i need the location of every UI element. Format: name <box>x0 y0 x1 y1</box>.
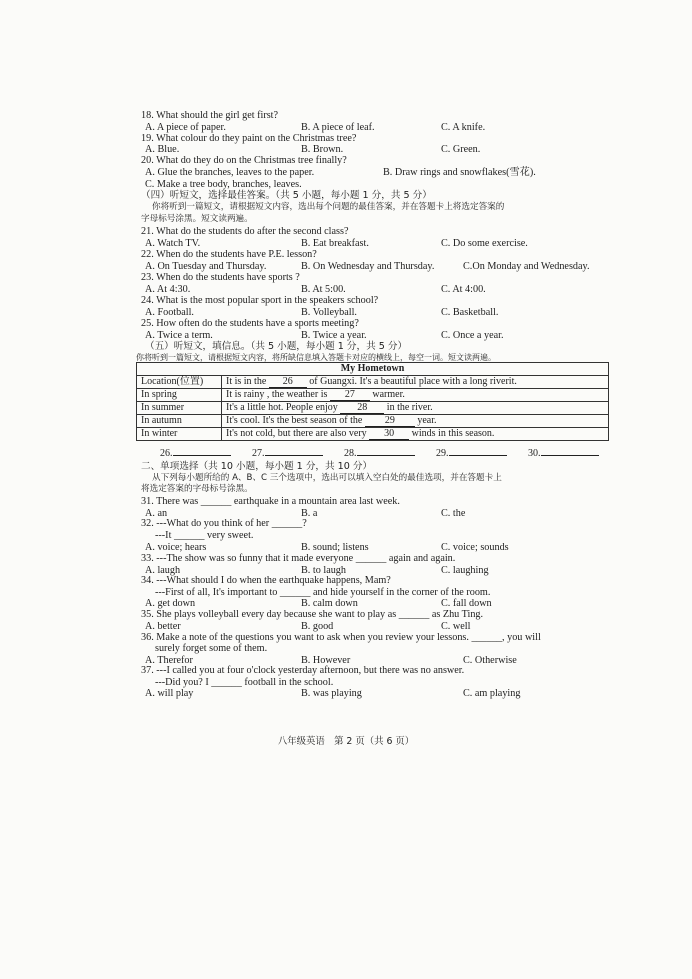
section-4-title: （四）听短文，选择最佳答案。（共 5 小题，每小题 1 分，共 5 分） <box>141 190 432 201</box>
part-2-instruction: 从下列每小题所给的 A、B、C 三个选项中，选出可以填入空白处的最佳选项，并在答题卡上 <box>152 473 502 483</box>
question-36-line-2: surely forget some of them. <box>155 643 268 654</box>
section-5-title: （五）听短文，填信息。（共 5 小题，每小题 1 分，共 5 分） <box>145 341 408 352</box>
row-label: In summer <box>137 401 222 414</box>
part-2-instruction-2: 将选定答案的字母标号涂黑。 <box>141 484 253 494</box>
q36-option-c: C. Otherwise <box>463 655 517 666</box>
q33-option-b: B. to laugh <box>301 565 346 576</box>
q37-option-c: C. am playing <box>463 688 521 699</box>
q23-option-a: A. At 4:30. <box>145 284 191 295</box>
table-heading: My Hometown <box>137 363 609 376</box>
section-4-instruction-2: 字母标号涂黑。短文读两遍。 <box>141 214 253 224</box>
q18-option-a: A. A piece of paper. <box>145 122 226 133</box>
question-19: 19. What colour do they paint on the Christmas tree? <box>141 133 357 144</box>
table-row <box>137 414 609 427</box>
answer-blank-26 <box>160 448 231 459</box>
blank-30: 30 <box>369 428 409 440</box>
q24-option-c: C. Basketball. <box>441 307 499 318</box>
table-row <box>137 388 609 401</box>
q31-option-a: A. an <box>145 508 168 519</box>
q21-option-a: A. Watch TV. <box>145 238 201 249</box>
q20-option-c: C. Make a tree body, branches, leaves. <box>145 179 302 190</box>
question-20: 20. What do they do on the Christmas tree finally? <box>141 155 347 166</box>
q23-option-b: B. At 5:00. <box>301 284 346 295</box>
question-24: 24. What is the most popular sport in the speakers school? <box>141 295 379 306</box>
q35-option-c: C. well <box>441 621 471 632</box>
q31-option-c: C. the <box>441 508 466 519</box>
q36-option-a: A. Therefor <box>145 655 193 666</box>
q21-option-c: C. Do some exercise. <box>441 238 528 249</box>
answer-blank-29 <box>436 448 507 459</box>
q32-option-c: C. voice; sounds <box>441 542 509 553</box>
row-text-pre: It's cool. It's the best season of the <box>226 414 363 426</box>
q31-option-b: B. a <box>301 508 318 519</box>
answer-label: 29. <box>436 448 449 459</box>
q24-option-a: A. Football. <box>145 307 194 318</box>
q22-option-a: A. On Tuesday and Thursday. <box>145 261 267 272</box>
row-label: In autumn <box>137 414 222 427</box>
row-text-pre: It's a little hot. People enjoy <box>226 401 338 413</box>
question-37: 37. ---I called you at four o'clock yesterday afternoon, but there was no answer. <box>141 665 465 676</box>
q23-option-c: C. At 4:00. <box>441 284 486 295</box>
row-text-pre: It is rainy , the weather is <box>226 388 328 400</box>
question-33: 33. ---The show was so funny that it made everyone ______ again and again. <box>141 553 456 564</box>
table-row <box>137 375 609 388</box>
question-34-line-2: ---First of all, It's important to ______ and hide yourself in the corner of the room. <box>155 587 491 598</box>
question-35: 35. She plays volleyball every day because she want to play as ______ as Zhu Ting. <box>141 609 484 620</box>
row-text-post: year. <box>417 414 437 426</box>
section-5-instruction: 你将听到一篇短文，请根据短文内容，将所缺信息填入答题卡对应的横线上，每空一词。短文读两遍。 <box>136 353 496 362</box>
row-text <box>222 401 609 414</box>
q25-option-b: B. Twice a year. <box>301 330 367 341</box>
q20-option-b: B. Draw rings and snowflakes(雪花). <box>383 167 536 178</box>
q32-option-a: A. voice; hears <box>145 542 207 553</box>
row-label: In spring <box>137 388 222 401</box>
question-37-line-2: ---Did you? I ______ football in the school. <box>155 677 334 688</box>
q22-option-c: C.On Monday and Wednesday. <box>463 261 590 272</box>
blank-26: 26 <box>269 376 307 388</box>
q20-option-a: A. Glue the branches, leaves to the paper. <box>145 167 315 178</box>
question-18: 18. What should the girl get first? <box>141 110 279 121</box>
row-text-post: warmer. <box>372 388 405 400</box>
q34-option-b: B. calm down <box>301 598 358 609</box>
question-21: 21. What do the students do after the second class? <box>141 226 349 237</box>
row-text-post: of Guangxi. It's a beautiful place with a long riverit. <box>309 375 517 387</box>
q21-option-b: B. Eat breakfast. <box>301 238 369 249</box>
q33-option-c: C. laughing <box>441 565 489 576</box>
blank-29: 29 <box>365 415 415 427</box>
table-row <box>137 401 609 414</box>
row-label: In winter <box>137 427 222 440</box>
q25-option-c: C. Once a year. <box>441 330 504 341</box>
question-36: 36. Make a note of the questions you want to ask when you review your lessons. ______, you will <box>141 632 541 643</box>
q32-option-b: B. sound; listens <box>301 542 369 553</box>
blank-27: 27 <box>330 389 370 401</box>
page-footer: 八年级英语 第 2 页（共 6 页） <box>277 736 415 747</box>
row-text-pre: It is in the <box>226 375 267 387</box>
row-text <box>222 388 609 401</box>
section-4-instruction: 你将听到一篇短文，请根据短文内容，选出每个问题的最佳答案，并在答题卡上将选定答案的 <box>152 202 505 212</box>
table-row <box>137 427 609 440</box>
q22-option-b: B. On Wednesday and Thursday. <box>301 261 435 272</box>
question-23: 23. When do the students have sports ? <box>141 272 300 283</box>
q19-option-c: C. Green. <box>441 144 481 155</box>
part-2-title: 二、单项选择（共 10 小题，每小题 1 分，共 10 分） <box>141 461 373 472</box>
answer-label: 30. <box>528 448 541 459</box>
question-25: 25. How often do the students have a sports meeting? <box>141 318 359 329</box>
q37-option-b: B. was playing <box>301 688 362 699</box>
answer-blank-28 <box>344 448 415 459</box>
row-text-post: in the river. <box>386 401 433 413</box>
q35-option-b: B. good <box>301 621 334 632</box>
answer-blank-30 <box>528 448 599 459</box>
answer-label: 27. <box>252 448 265 459</box>
blank-28: 28 <box>340 402 384 414</box>
row-text <box>222 414 609 427</box>
q36-option-b: B. However <box>301 655 351 666</box>
q19-option-a: A. Blue. <box>145 144 180 155</box>
question-22: 22. When do the students have P.E. lesson? <box>141 249 317 260</box>
question-31: 31. There was ______ earthquake in a mountain area last week. <box>141 496 400 507</box>
q18-option-b: B. A piece of leaf. <box>301 122 375 133</box>
q18-option-c: C. A knife. <box>441 122 486 133</box>
row-text <box>222 427 609 440</box>
q25-option-a: A. Twice a term. <box>145 330 213 341</box>
q33-option-a: A. laugh <box>145 565 181 576</box>
answer-blank-27 <box>252 448 323 459</box>
q24-option-b: B. Volleyball. <box>301 307 357 318</box>
row-text <box>222 375 609 388</box>
row-text-pre: It's not cold, but there are also very <box>226 427 367 439</box>
q19-option-b: B. Brown. <box>301 144 344 155</box>
q35-option-a: A. better <box>145 621 181 632</box>
q37-option-a: A. will play <box>145 688 194 699</box>
question-32-line-2: ---It ______ very sweet. <box>155 530 254 541</box>
question-34: 34. ---What should I do when the earthquake happens, Mam? <box>141 575 391 586</box>
row-text-post: winds in this season. <box>411 427 495 439</box>
q34-option-a: A. get down <box>145 598 196 609</box>
row-label: Location(位置) <box>137 375 222 388</box>
hometown-table <box>136 362 609 441</box>
answer-label: 28. <box>344 448 357 459</box>
question-32: 32. ---What do you think of her ______? <box>141 518 307 529</box>
answer-label: 26. <box>160 448 173 459</box>
q34-option-c: C. fall down <box>441 598 492 609</box>
